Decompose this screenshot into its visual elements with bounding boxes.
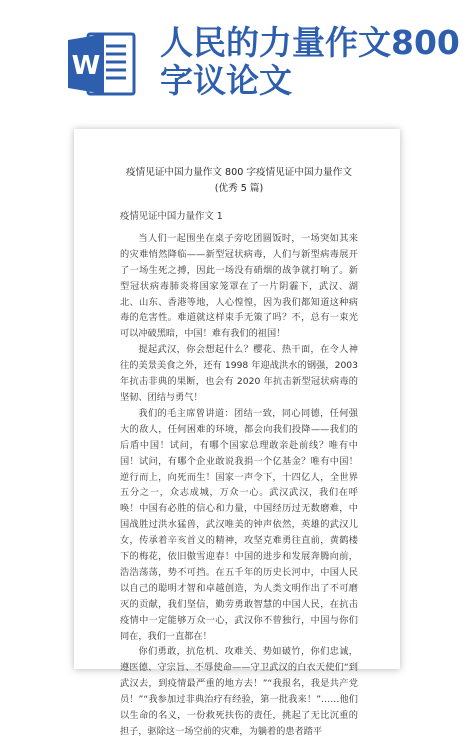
document-body	[120, 165, 358, 740]
document-preview-header	[0, 0, 474, 118]
paragraph: 我们的毛主席曾讲道：团结一致，同心同德，任何强大的敌人，任何困难的环境，都会向我们投降——我们的后盾中国！试问，有哪个国家总理敢亲赴前线？唯有中国！试问，有哪个企业敢说我捐一个亿基金？唯有中国！逆行而上，向死而生！国家一声令下，十四亿人，全世界五分之一，众志成城，万众一心。武汉武汉，我们在呼唤！中国有必胜的信心和力量，中国经历过无数磨难，中国战胜过洪水猛兽，武汉唯美的钟声依然，英雄的武汉儿女，传承着辛亥首义的精神，攻坚克难勇往直前，黄鹤楼下的梅花，依旧傲雪迎春！中国的进步和发展奔腾向前，浩浩荡荡，势不可挡。在五千年的历史长河中，中国人民以自己的聪明才智和卓越创造，为人类文明作出了不可磨灭的贡献，我们坚信，勤劳勇敢智慧的中国人民，在抗击疫情中一定能够万众一心，武汉你不曾独行，中国与你们同在，我们一直都在！	[120, 407, 358, 642]
word-logo-letter: W	[71, 51, 101, 81]
document-page	[74, 129, 400, 737]
paragraph: 你们勇敢，抗危机、攻难关、势如破竹，你们忠诚，遵医德、守宗旨、不辱使命——守卫武汉的白衣天使们“到武汉去，到疫情最严重的地方去！”“我报名，我是共产党员！”“我参加过非典治疗有经验，第一批我来！”……他们以生命的名义，一份救死扶伤的责任，挑起了无比沉重的担子，驱除这一场空前的灾难，为躺着的患者踏平	[120, 646, 358, 737]
essay-heading: 疫情见证中国力量作文 800 字疫情见证中国力量作文(优秀 5 篇)	[126, 167, 352, 194]
paragraph: 提起武汉，你会想起什么？樱花、热干面，在令人神往的美景美食之外，还有 1998 年迎战洪水的钢强，2003 年抗击非典的果断，也会有 2020 年抗击新型冠状病毒的坚韧、团结与勇气！	[120, 344, 358, 403]
paragraph: 当人们一起围坐在桌子旁吃团圆饭时，一场突如其来的灾难悄然降临——新型冠状病毒，人们与新型病毒展开了一场生死之搏，因此一场没有硝烟的战争就打响了。新型冠状病毒肺炎将国家笼罩在了一片阴霾下，武汉、湖北、山东、香港等地，人心惶惶，因为我们都知道这种病毒的危害性。难道就这样束手无策了吗？不，总有一束光可以冲破黑暗，中国！难有我们的祖国！	[120, 232, 358, 340]
essay-section-title: 疫情见证中国力量作文 1	[120, 211, 223, 222]
document-title: 人民的力量作文800字议论文	[160, 23, 460, 100]
word-document-icon	[66, 28, 138, 100]
